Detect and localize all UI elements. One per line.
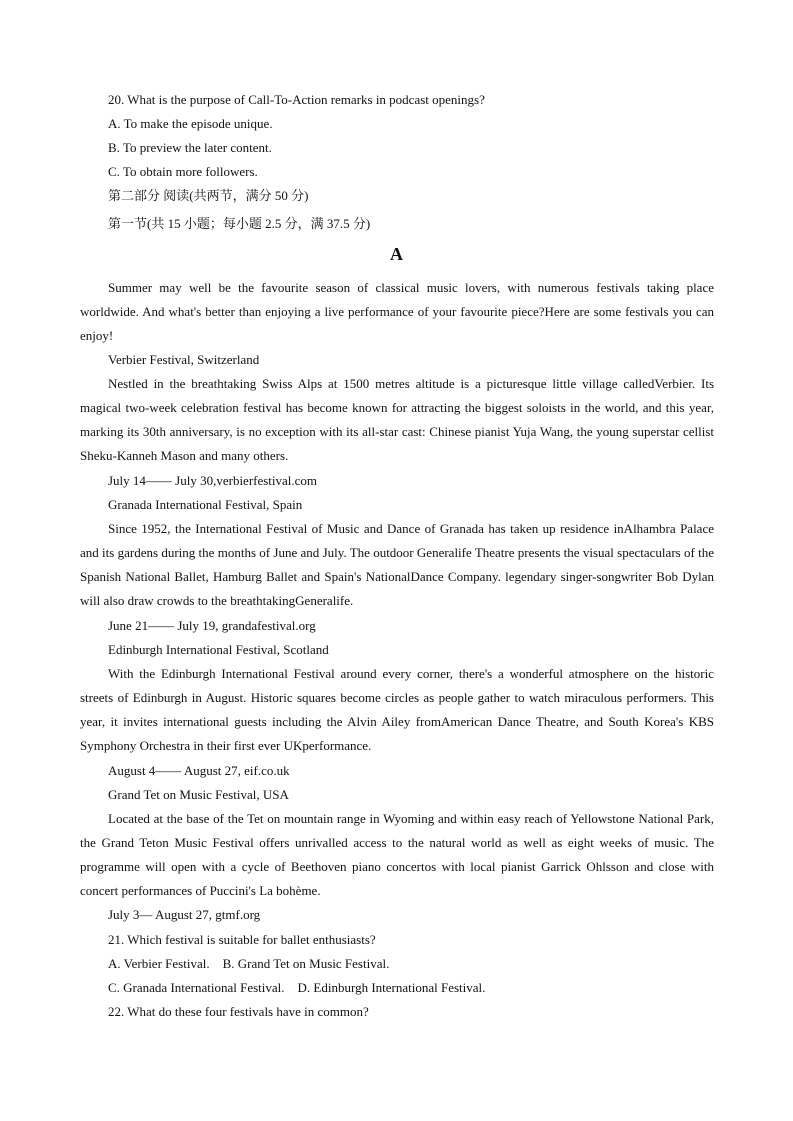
- festival-name: Granada International Festival, Spain: [108, 497, 303, 512]
- section-subtitle: 第一节(共 15 小题；每小题 2.5 分，满 37.5 分): [108, 216, 371, 231]
- question-21: 21. Which festival is suitable for ballet enthusiasts?: [108, 932, 376, 947]
- q21-options-row-1: A. Verbier Festival. B. Grand Tet on Music Festival.: [108, 956, 390, 971]
- festival-description: With the Edinburgh International Festival around every corner, there's a wonderful atmosphere on the historic streets of Edinburgh in August. Historic squares become circles as people gather to watch miraculous performers. This year, it invites international guests including the Alvin Ailey fromAmerican Dance Theatre, and South Korea's KBS Symphony Orchestra in their first ever UKperformance.: [80, 666, 714, 753]
- question-22: 22. What do these four festivals have in common?: [108, 1004, 369, 1019]
- part-title: 第二部分 阅读(共两节，满分 50 分): [108, 188, 309, 203]
- festival-dates: June 21—— July 19, grandafestival.org: [108, 618, 316, 633]
- q21-options-row-2: C. Granada International Festival. D. Edinburgh International Festival.: [108, 980, 486, 995]
- option-b: B. To preview the later content.: [108, 140, 272, 155]
- festival-dates: July 14—— July 30,verbierfestival.com: [108, 473, 318, 488]
- festival-dates: July 3— August 27, gtmf.org: [108, 907, 261, 922]
- question-20: 20. What is the purpose of Call-To-Action remarks in podcast openings?: [108, 92, 485, 107]
- festival-description: Located at the base of the Tet on mountain range in Wyoming and within easy reach of Yellowstone National Park, the Grand Teton Music Festival offers unrivalled access to the natural world as well as eight weeks of music. The programme will open with a cycle of Beethoven piano concertos with local pianist Garrick Ohlsson and close with concert performances of Puccini's La bohème.: [80, 811, 714, 898]
- passage-intro: Summer may well be the favourite season of classical music lovers, with numerous festivals taking place worldwide. And what's better than enjoying a live performance of your favourite piece?Here are some festivals you can enjoy!: [80, 280, 714, 343]
- option-a: A. To make the episode unique.: [108, 116, 273, 131]
- festival-name: Verbier Festival, Switzerland: [108, 352, 260, 367]
- passage-heading: A: [390, 244, 403, 264]
- festival-description: Nestled in the breathtaking Swiss Alps at 1500 metres altitude is a picturesque little village calledVerbier. Its magical two-week celebration festival has become known for attracting the biggest soloists in the world, and this year, marking its 30th anniversary, is no exception with its all-star cast: Chinese pianist Yuja Wang, the young superstar cellist Sheku-Kanneh Mason and many others.: [80, 376, 714, 463]
- festival-name: Grand Tet on Music Festival, USA: [108, 787, 289, 802]
- festival-name: Edinburgh International Festival, Scotland: [108, 642, 329, 657]
- option-c: C. To obtain more followers.: [108, 164, 258, 179]
- festival-description: Since 1952, the International Festival of Music and Dance of Granada has taken up residence inAlhambra Palace and its gardens during the months of June and July. The outdoor Generalife Theatre presents the visual spectaculars of the Spanish National Ballet, Hamburg Ballet and Spain's NationalDance Company. legendary singer-songwriter Bob Dylan will also draw crowds to the breathtakingGeneralife.: [80, 521, 714, 608]
- festival-dates: August 4—— August 27, eif.co.uk: [108, 763, 290, 778]
